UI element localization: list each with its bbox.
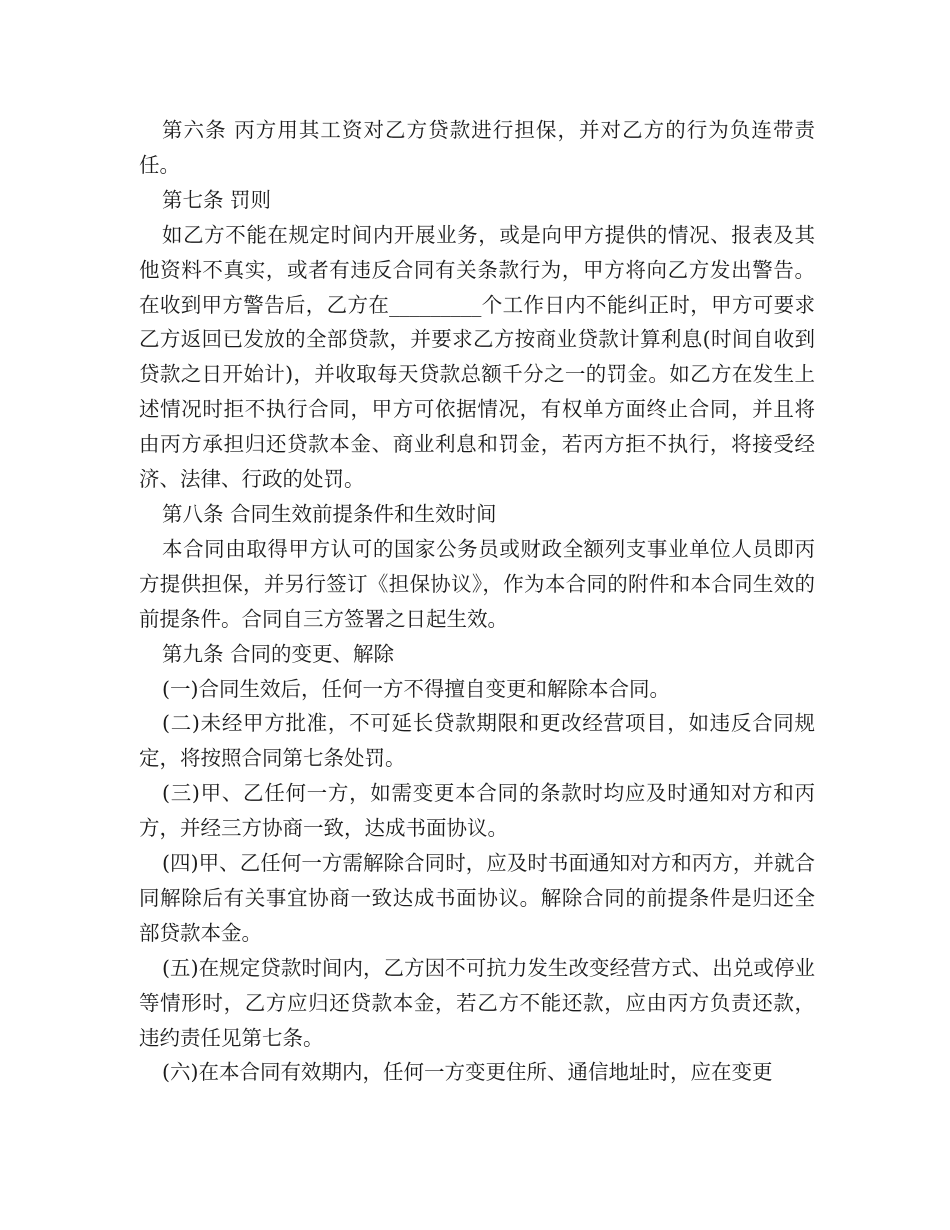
article-9-clause-2: (二)未经甲方批准，不可延长贷款期限和更改经营项目，如违反合同规定，将按照合同第七条处罚。 <box>139 711 815 771</box>
article-7-body: 如乙方不能在规定时间内开展业务，或是向甲方提供的情况、报表及其他资料不真实，或者有违反合同有关条款行为，甲方将向乙方发出警告。在收到甲方警告后，乙方在_________个工作日内不能纠正时，甲方可要求乙方返回已发放的全部贷款，并要求乙方按商业贷款计算利息(时间自收到贷款之日开始计)，并收取每天贷款总额千分之一的罚金。如乙方在发生上述情况时拒不执行合同，甲方可依据情况，有权单方面终止合同，并且将由丙方承担归还贷款本金、商业利息和罚金，若丙方拒不执行，将接受经济、法律、行政的处罚。 <box>139 222 815 492</box>
article-9-clause-1: (一)合同生效后，任何一方不得擅自变更和解除本合同。 <box>162 676 670 701</box>
article-9-heading: 第九条 合同的变更、解除 <box>162 641 395 666</box>
article-8-heading: 第八条 合同生效前提条件和生效时间 <box>162 501 497 526</box>
article-7-heading: 第七条 罚则 <box>162 187 272 212</box>
article-9-clause-3: (三)甲、乙任何一方，如需变更本合同的条款时均应及时通知对方和丙方，并经三方协商一致，达成书面协议。 <box>139 781 815 841</box>
article-9-clause-6: (六)在本合同有效期内，任何一方变更住所、通信地址时，应在变更 <box>162 1060 773 1085</box>
article-6-text: 第六条 丙方用其工资对乙方贷款进行担保，并对乙方的行为负连带责任。 <box>139 118 815 177</box>
article-9-clause-4: (四)甲、乙任何一方需解除合同时，应及时书面通知对方和丙方，并就合同解除后有关事宜协商一致达成书面协议。解除合同的前提条件是归还全部贷款本金。 <box>139 851 815 945</box>
document-page <box>139 113 815 1090</box>
article-8-body: 本合同由取得甲方认可的国家公务员或财政全额列支事业单位人员即丙方提供担保，并另行签订《担保协议》，作为本合同的附件和本合同生效的前提条件。合同自三方签署之日起生效。 <box>139 536 815 631</box>
article-9-clause-5: (五)在规定贷款时间内，乙方因不可抗力发生改变经营方式、出兑或停业等情形时，乙方应归还贷款本金，若乙方不能还款，应由丙方负责还款，违约责任见第七条。 <box>139 955 815 1050</box>
